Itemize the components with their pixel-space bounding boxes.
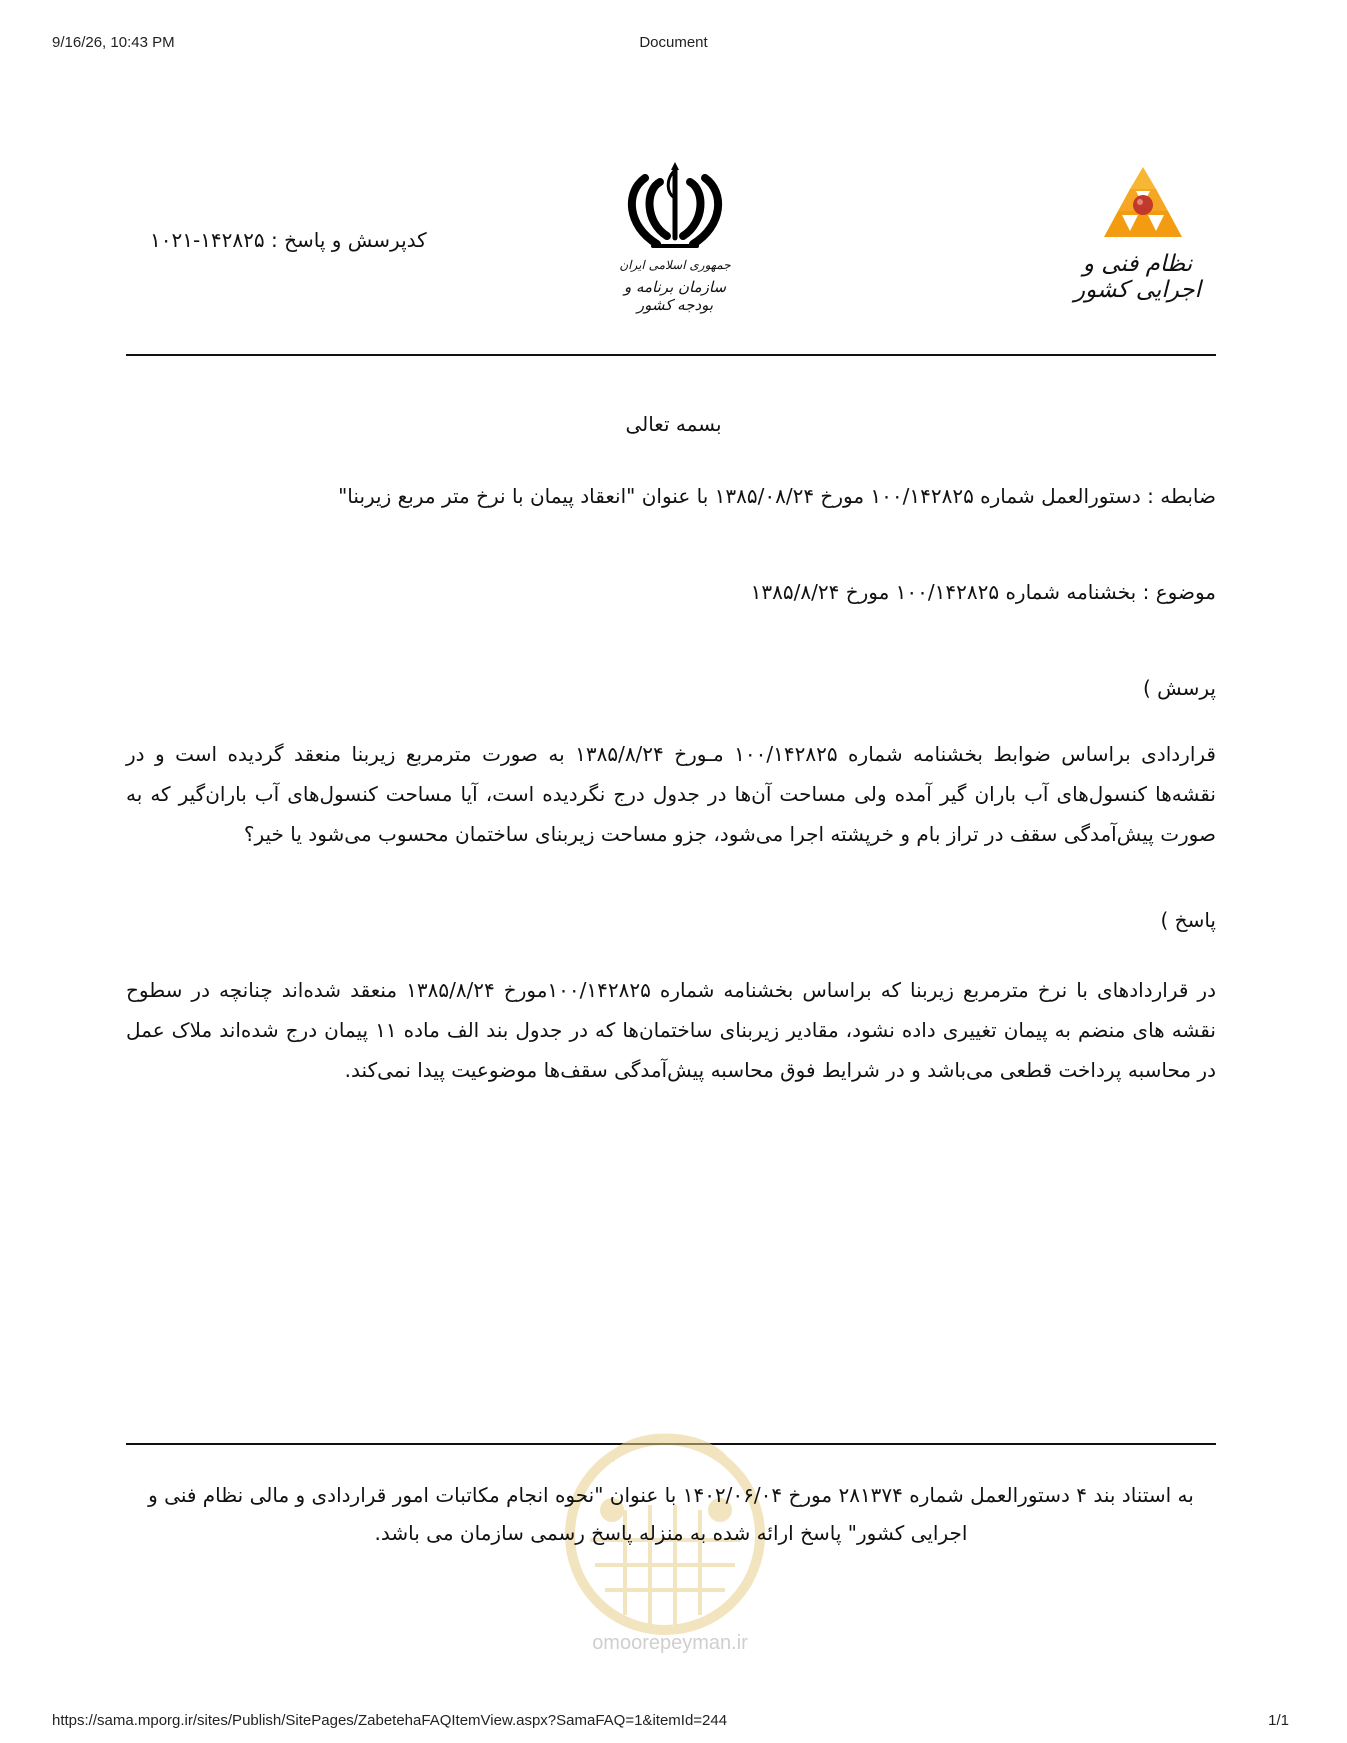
print-datetime: 9/16/26, 10:43 PM xyxy=(52,34,175,51)
basmala-heading: بسمه تعالی xyxy=(625,412,722,436)
iran-emblem-icon xyxy=(615,160,735,255)
regulation-line: ضابطه : دستورالعمل شماره ۱۰۰/۱۴۲۸۲۵ مورخ ۱۳۸۵/۰۸/۲۴ با عنوان "انعقاد پیمان با نرخ متر مربع زیربنا" xyxy=(338,484,1216,508)
emblem-caption-country: جمهوری اسلامی ایران xyxy=(619,258,731,272)
iran-emblem xyxy=(615,160,735,314)
question-label: پرسش ) xyxy=(1142,676,1216,700)
subject-line: موضوع : بخشنامه شماره ۱۰۰/۱۴۲۸۲۵ مورخ ۱۳۸۵/۸/۲۴ xyxy=(750,580,1216,604)
nezam-fani-logo xyxy=(1060,165,1215,305)
faq-code-label: کدپرسش و پاسخ : ۱۴۲۸۲۵-۱۰۲۱ xyxy=(150,228,427,252)
watermark-url: omoorepeyman.ir xyxy=(592,1632,748,1654)
question-text: قراردادی براساس ضوابط بخشنامه شماره ۱۰۰/۱۴۲۸۲۵ مـورخ ۱۳۸۵/۸/۲۴ به صورت مترمربع زیربنا منعقد گردیده است و در نقشه‌ها کنسول‌های آب باران گیر آمده ولی مساحت آن‌ها در جدول درج نگردیده است، آیا مساحت کنسول‌های آب باران‌گیر که به صورت پیش‌آمدگی سقف در تراز بام و خرپشته اجرا می‌شود، جزو مساحت زیربنای ساختمان محسوب می‌شود یا خیر؟ xyxy=(126,742,1216,846)
emblem-caption-organization: سازمان برنامه و بودجه کشور xyxy=(623,278,727,314)
pyramid-cubes-icon xyxy=(1098,165,1188,245)
logo-caption: نظام فنی و اجرایی کشور xyxy=(1073,251,1202,303)
header-divider xyxy=(126,354,1216,356)
answer-text: در قراردادهای با نرخ مترمربع زیربنا که براساس بخشنامه شماره ۱۰۰/۱۴۲۸۲۵مورخ ۱۳۸۵/۸/۲۴ منعقد شده‌اند چنانچه در سطوح نقشه های منضم به پیمان تغییری داده نشود، مقادیر زیربنای ساختمان‌ها که در جدول بند الف ماده ۱۱ پیمان درج شده‌اند ملاک عمل در محاسبه پرداخت قطعی می‌باشد و در شرایط فوق محاسبه پیش‌آمدگی سقف‌ها موضوعیت پیدا نمی‌کند. xyxy=(126,978,1216,1082)
print-page-number: 1/1 xyxy=(1268,1712,1289,1729)
print-title: Document xyxy=(639,34,708,51)
print-url[interactable]: https://sama.mporg.ir/sites/Publish/SitePages/ZabetehaFAQItemView.aspx?SamaFAQ=1&itemId=244 xyxy=(52,1712,728,1729)
footer-legal-note: به استناد بند ۴ دستورالعمل شماره ۲۸۱۳۷۴ مورخ ۱۴۰۲/۰۶/۰۴ با عنوان "نحوه انجام مکاتبات امور قراردادی و مالی نظام فنی و اجرایی کشور" پاسخ ارائه شده به منزله پاسخ رسمی سازمان می باشد. xyxy=(148,1483,1194,1545)
answer-label: پاسخ ) xyxy=(1160,908,1216,932)
